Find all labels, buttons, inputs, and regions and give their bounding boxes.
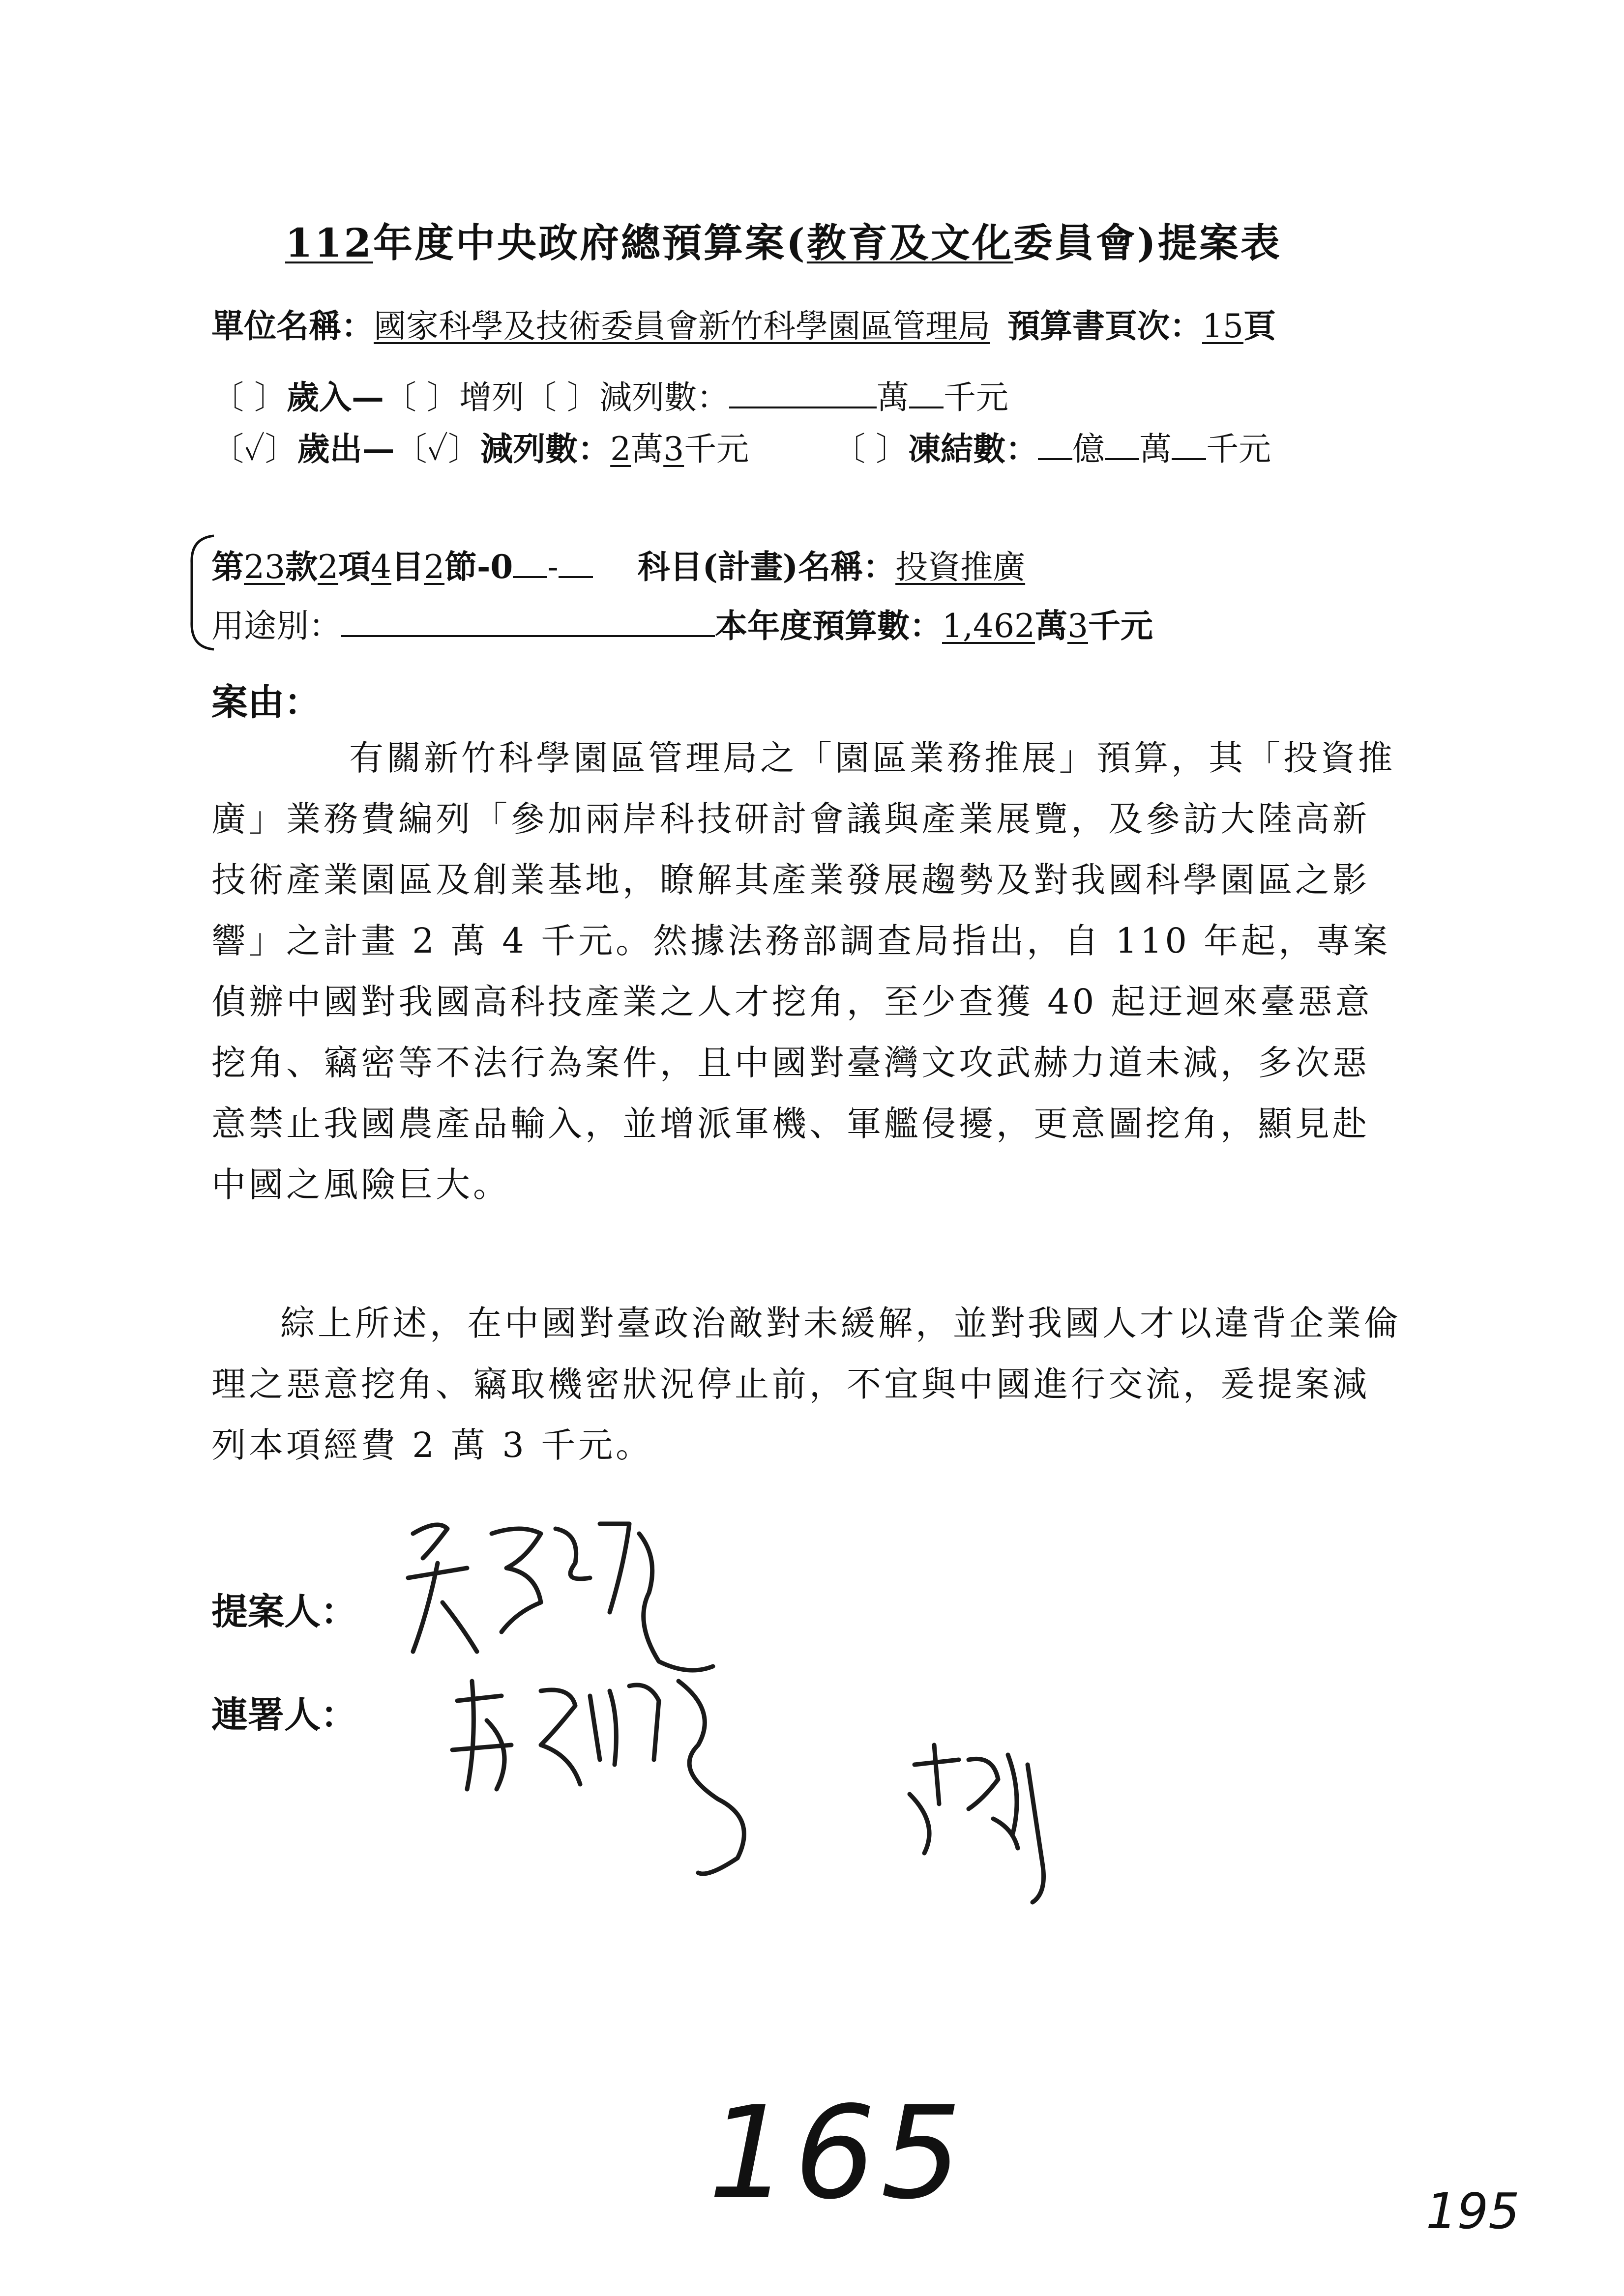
cosigner-signature-2 (895, 1735, 1082, 1912)
item-kuan: 款 (285, 548, 318, 586)
page-ref-label: 預算書頁次： (1007, 307, 1202, 345)
revenue-qian-unit: 千元 (943, 378, 1008, 416)
expenditure-row (211, 423, 1271, 469)
expenditure-checkbox: 〔✓〕 (211, 430, 297, 468)
revenue-wan-unit: 萬 (876, 378, 909, 416)
form-title (285, 211, 1282, 268)
revenue-add-label: 增列 (459, 378, 524, 416)
reason-label: 案由： (211, 681, 321, 724)
budget-qian-value: 3 (1067, 607, 1088, 645)
freeze-qian-blank (1172, 429, 1206, 460)
unit-name: 國家科學及技術委員會新竹科學園區管理局 (374, 307, 990, 345)
revenue-cut-checkbox: 〔 〕 (524, 378, 599, 416)
title-committee: 教育及文化 (806, 220, 1013, 266)
freeze-wan-unit: 萬 (1139, 430, 1172, 468)
revenue-row (211, 371, 1008, 418)
title-text-1: 年度中央政府總預算案( (373, 220, 807, 266)
expenditure-qian-unit: 千元 (684, 430, 749, 468)
item-dash: - (547, 548, 559, 586)
revenue-qian-blank (909, 378, 944, 408)
page-number-corner: 195 (1426, 2182, 1520, 2240)
freeze-checkbox: 〔 〕 (833, 430, 909, 468)
freeze-yi-blank (1038, 429, 1072, 460)
budget-wan: 萬 (1034, 607, 1067, 645)
page-ref-number: 15 (1202, 307, 1243, 345)
revenue-checkbox: 〔 〕 (211, 378, 287, 416)
title-year: 112 (285, 220, 373, 266)
unit-label: 單位名稱： (211, 307, 374, 345)
usage-label: 用途別： (211, 607, 341, 645)
reason-paragraph-2: 綜上所述，在中國對臺政治敵對未緩解，並對我國人才以違背企業倫理之惡意挖角、竊取機密狀況停止前，不宜與中國進行交流，爰提案減列本項經費 2 萬 3 千元。 (211, 1303, 1401, 1465)
title-text-2: 委員會)提案表 (1013, 220, 1282, 266)
expenditure-wan-unit: 萬 (631, 430, 664, 468)
freeze-yi-unit: 億 (1072, 430, 1105, 468)
expenditure-qian-value: 3 (663, 430, 684, 468)
item-mu-value: 4 (370, 548, 391, 586)
item-code-row (211, 541, 1025, 587)
revenue-label: 歲入— (286, 378, 384, 416)
freeze-qian-unit: 千元 (1206, 430, 1271, 468)
freeze-label: 凍結數： (908, 430, 1038, 468)
revenue-wan-blank (729, 378, 877, 408)
page-ref-suffix: 頁 (1243, 307, 1276, 345)
revenue-cut-label: 減列數： (599, 378, 729, 416)
expenditure-label: 歲出— (297, 430, 395, 468)
subject-name: 投資推廣 (895, 548, 1026, 586)
subject-label: 科目(計畫)名稱： (637, 548, 896, 586)
expenditure-cut-label: 減列數： (480, 430, 611, 468)
item-mu: 目 (391, 548, 424, 586)
item-code-blank-2 (559, 547, 593, 578)
item-code-blank-1 (513, 547, 547, 578)
unit-row (211, 300, 1276, 347)
item-kuan-value: 23 (244, 548, 285, 586)
expenditure-cut-checkbox: 〔✓〕 (394, 430, 481, 468)
budget-label: 本年度預算數： (715, 607, 942, 645)
proposer-label: 提案人： (211, 1591, 357, 1633)
revenue-add-checkbox: 〔 〕 (384, 378, 459, 416)
cosigner-signature-1 (443, 1661, 885, 1917)
budget-qian: 千元 (1088, 607, 1153, 645)
item-usage-row (211, 600, 1153, 646)
budget-value: 1,462 (942, 607, 1035, 645)
item-jie: 節-0 (444, 548, 513, 586)
item-xiang-value: 2 (317, 548, 338, 586)
cosigner-label: 連署人： (211, 1694, 357, 1736)
item-xiang: 項 (338, 548, 371, 586)
page-number-main: 165 (708, 2079, 967, 2228)
freeze-wan-blank (1105, 429, 1139, 460)
reason-paragraph-1: 有關新竹科學園區管理局之「園區業務推展」預算，其「投資推廣」業務費編列「參加兩岸科技研討會議與產業展覽，及參訪大陸高新技術產業園區及創業基地，瞭解其產業發展趨勢及對我國科學園區之影響」之計畫 2 萬 4 千元。然據法務部調查局指出，自 110 年起，專案偵辦中國對我國高科技產業之人才挖角，至少查獲 40 起迂迴來臺惡意挖角、竊密等不法行為案件，且中國對臺灣文攻武赫力道未減，多次惡意禁止我國農產品輸入，並增派軍機、軍艦侵擾，更意圖挖角，顯見赴中國之風險巨大。 (211, 738, 1395, 1205)
item-di: 第 (211, 548, 244, 586)
item-jie-value: 2 (423, 548, 444, 586)
usage-blank (341, 606, 715, 637)
expenditure-wan-value: 2 (610, 430, 631, 468)
